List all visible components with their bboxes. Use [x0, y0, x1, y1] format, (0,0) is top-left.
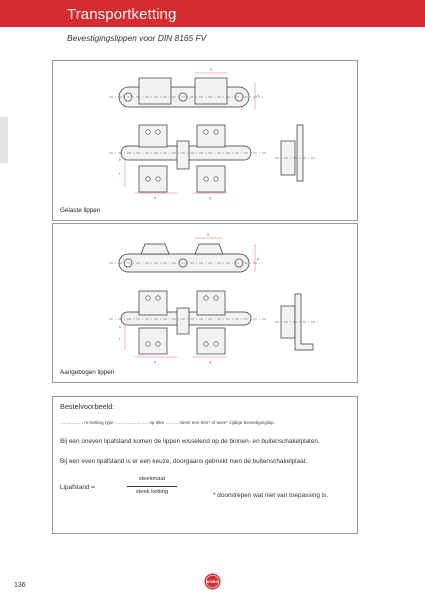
page-title: Transportketting: [67, 6, 177, 23]
dim-label-d: d: [154, 196, 156, 200]
logo-text: KOBO: [206, 579, 219, 584]
panel-caption-welded: Gelaste lippen: [60, 207, 101, 214]
drawing-panel-welded: [52, 60, 358, 221]
lug-top-2: [195, 78, 227, 104]
lug-front-top-1: [139, 125, 167, 147]
drawing-panel-bent: [52, 223, 358, 383]
dim-label-g: g: [209, 196, 211, 200]
lug-bent-front-top-2: [197, 291, 225, 315]
dim-label-h2: h: [257, 257, 259, 261]
formula-label: Lipafstand =: [60, 484, 95, 491]
roller-front-bent: [177, 308, 189, 334]
lug-bent-front-bottom-2: [197, 328, 225, 354]
footnote: * doorstrepen wat niet van toepassing is.: [213, 492, 329, 499]
order-template-line: .................. m Ketting type .......................... op elke .......... steek een één* of twee* zijdige bevestigingslip.: [60, 420, 275, 425]
bent-lug-drawing: [53, 224, 359, 384]
order-example-box: [52, 396, 358, 534]
dim-label-d2: d: [154, 360, 156, 364]
lug-bent-top-2: [195, 244, 223, 254]
order-example-heading: Bestelvoorbeeld:: [60, 402, 115, 411]
dim-label-g2: g: [209, 360, 211, 364]
side-tab-marker: [0, 117, 8, 163]
formula-denominator: steek ketting: [135, 489, 169, 495]
roller-front: [177, 141, 189, 169]
dim-label-b2: b: [119, 325, 121, 329]
dim-label-s2: S: [207, 233, 210, 237]
odd-spacing-paragraph: Bij een oneven lipafstand komen de lippen wisselend op de binnen- en buitenschakelplaten.: [60, 438, 320, 445]
lug-front-bottom-1: [139, 166, 167, 192]
lug-bent-front-bottom-1: [139, 328, 167, 354]
welded-lug-drawing: [53, 61, 359, 222]
side-lug: [297, 125, 303, 181]
dim-label-f: f: [119, 172, 120, 176]
lug-top-1: [139, 78, 171, 104]
even-spacing-paragraph: Bij een even lipafstand is er een keuze, doorgaans gebruikt men de buitenschakelplaat.: [60, 458, 308, 465]
lug-front-bottom-2: [197, 166, 225, 192]
kobo-logo-icon: [204, 573, 221, 590]
dim-label-h: h: [257, 94, 259, 98]
formula-numerator: steekmaat: [138, 476, 166, 482]
page-subtitle: Bevestigingslippen voor DIN 8165 FV: [67, 33, 207, 43]
dim-label-f2: f: [119, 337, 120, 341]
dim-label-b: b: [119, 158, 121, 162]
dim-label-s: S: [210, 68, 213, 72]
formula-fraction-bar: [127, 486, 177, 487]
lug-bent-front-top-1: [139, 291, 167, 315]
page-header: [0, 0, 425, 27]
lug-front-top-2: [197, 125, 225, 147]
lug-bent-top-1: [141, 244, 169, 254]
page-number: 136: [14, 582, 26, 589]
panel-caption-bent: Aangebogen lippen: [60, 369, 115, 376]
